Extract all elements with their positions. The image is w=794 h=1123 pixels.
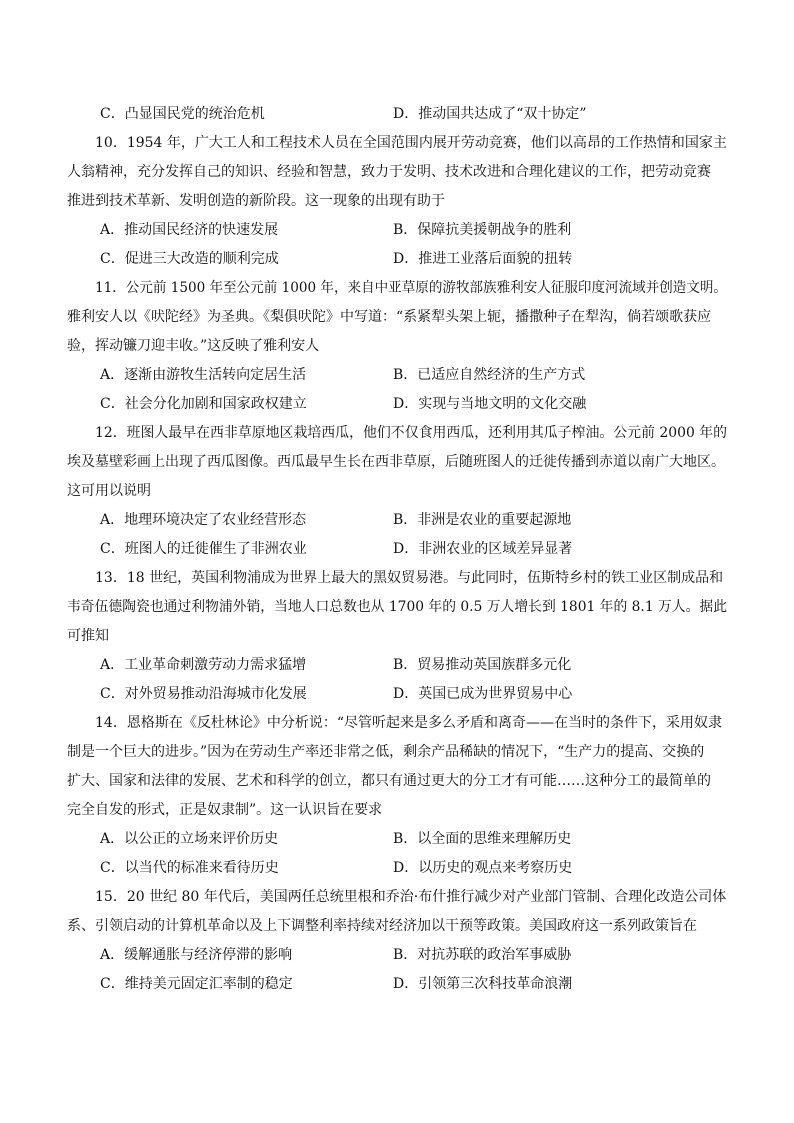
question-line-text: 系、引领启动的计算机革命以及上下调整利率持续对经济加以干预等政策。美国政府这一系列政策旨在 <box>67 918 697 934</box>
question-line-text: 可推知 <box>67 628 109 644</box>
question-line <box>67 158 727 187</box>
question-line-text: 13．18 世纪，英国利物浦成为世界上最大的黑奴贸易港。与此同时，伍斯特乡村的铁工业区制成品和 <box>95 570 724 586</box>
question-line <box>67 303 727 332</box>
answer-option: B．已适应自然经济的生产方式 <box>393 367 586 383</box>
answer-option: A．地理环境决定了农业经营形态 <box>100 512 307 528</box>
answer-option: D．以历史的观点来考察历史 <box>393 860 573 876</box>
question-line-text: 12．班图人最早在西非草原地区栽培西瓜，他们不仅食用西瓜，还利用其瓜子榨油。公元前 2000 年的 <box>95 425 728 441</box>
question-line-text: 完全自发的形式，正是奴隶制”。这一认识旨在要求 <box>67 802 383 818</box>
question-line <box>67 448 727 477</box>
answer-option: A．推动国民经济的快速发展 <box>100 222 279 238</box>
question-line <box>67 883 727 912</box>
question-line <box>67 419 727 448</box>
question-line-text: 11．公元前 1500 年至公元前 1000 年，来自中亚草原的游牧部族雅利安人征服印度河流域并创造文明。 <box>95 280 727 296</box>
question-line <box>67 187 727 216</box>
question-line-text: 10．1954 年，广大工人和工程技术人员在全国范围内展开劳动竞赛，他们以高昂的工作热情和国家主 <box>95 135 727 151</box>
answer-option: A．逐渐由游牧生活转向定居生活 <box>100 367 307 383</box>
question-line-text: 验，挥动镰刀迎丰收。”这反映了雅利安人 <box>67 338 320 354</box>
question-stem <box>67 274 727 361</box>
answer-option: A．工业革命刺激劳动力需求猛增 <box>100 657 307 673</box>
question-stem <box>67 129 727 216</box>
question-stem <box>67 883 727 941</box>
answer-option: A．以公正的立场来评价历史 <box>100 831 279 847</box>
answer-option: B．保障抗美援朝战争的胜利 <box>393 222 572 238</box>
answer-option: C．社会分化加剧和国家政权建立 <box>100 396 307 412</box>
answer-option: A．缓解通胀与经济停滞的影响 <box>100 947 293 963</box>
answer-option: B．以全面的思维来理解历史 <box>393 831 572 847</box>
question-line <box>67 912 727 941</box>
question-stem <box>67 709 727 825</box>
question-line <box>67 332 727 361</box>
answer-option: C．以当代的标准来看待历史 <box>100 860 279 876</box>
answer-option: C．班图人的迁徙催生了非洲农业 <box>100 541 307 557</box>
answer-option: C．维持美元固定汇率制的稳定 <box>100 976 293 992</box>
question-line <box>67 274 727 303</box>
question-line-text: 这可用以说明 <box>67 483 151 499</box>
answer-option: D．推动国共达成了“双十协定” <box>393 106 587 122</box>
answer-option: D．推进工业落后面貌的扭转 <box>393 251 573 267</box>
question-line <box>67 564 727 593</box>
answer-option: B．非洲是农业的重要起源地 <box>393 512 572 528</box>
question-line-text: 制是一个巨大的进步。”因为在劳动生产率还非常之低，剩余产品稀缺的情况下，“生产力的提高、交换的 <box>67 744 705 760</box>
answer-option: D．非洲农业的区域差异显著 <box>393 541 573 557</box>
question-line-text: 雅利安人以《吠陀经》为圣典。《梨俱吠陀》中写道：“系紧犁头架上轭，播撒种子在犁沟，倘若颂歌获应 <box>67 309 712 325</box>
question-line-text: 推进到技术革新、发明创造的新阶段。这一现象的出现有助于 <box>67 193 445 209</box>
answer-option: C．凸显国民党的统治危机 <box>100 106 265 122</box>
answer-option: D．引领第三次科技革命浪潮 <box>393 976 573 992</box>
question-line-text: 埃及墓壁彩画上出现了西瓜图像。西瓜最早生长在西非草原，后随班图人的迁徙传播到赤道以南广大地区。 <box>67 454 725 470</box>
question-stem <box>67 564 727 651</box>
question-stem <box>67 419 727 506</box>
question-line <box>67 738 727 767</box>
answer-option: C．促进三大改造的顺利完成 <box>100 251 279 267</box>
question-line <box>67 709 727 738</box>
answer-option: B．对抗苏联的政治军事威胁 <box>393 947 572 963</box>
question-line <box>67 622 727 651</box>
answer-option: D．实现与当地文明的文化交融 <box>393 396 587 412</box>
question-line-text: 人翁精神，充分发挥自己的知识、经验和智慧，致力于发明、技术改进和合理化建议的工作，把劳动竞赛 <box>67 164 711 180</box>
question-line <box>67 129 727 158</box>
question-line-text: 15．20 世纪 80 年代后，美国两任总统里根和乔治·布什推行减少对产业部门管制、合理化改造公司体 <box>95 889 727 905</box>
question-line-text: 韦奇伍德陶瓷也通过利物浦外销，当地人口总数也从 1700 年的 0.5 万人增长到 1801 年的 8.1 万人。据此 <box>67 599 728 615</box>
answer-option: D．英国已成为世界贸易中心 <box>393 686 573 702</box>
question-line-text: 扩大、国家和法律的发展、艺术和科学的创立，都只有通过更大的分工才有可能……这种分工的最简单的 <box>67 773 711 789</box>
answer-option: B．贸易推动英国族群多元化 <box>393 657 572 673</box>
question-line <box>67 767 727 796</box>
question-line <box>67 796 727 825</box>
question-line-text: 14．恩格斯在《反杜林论》中分析说：“尽管听起来是多么矛盾和离奇——在当时的条件下，采用奴隶 <box>95 715 722 731</box>
answer-option: C．对外贸易推动沿海城市化发展 <box>100 686 307 702</box>
question-line <box>67 593 727 622</box>
question-line <box>67 477 727 506</box>
